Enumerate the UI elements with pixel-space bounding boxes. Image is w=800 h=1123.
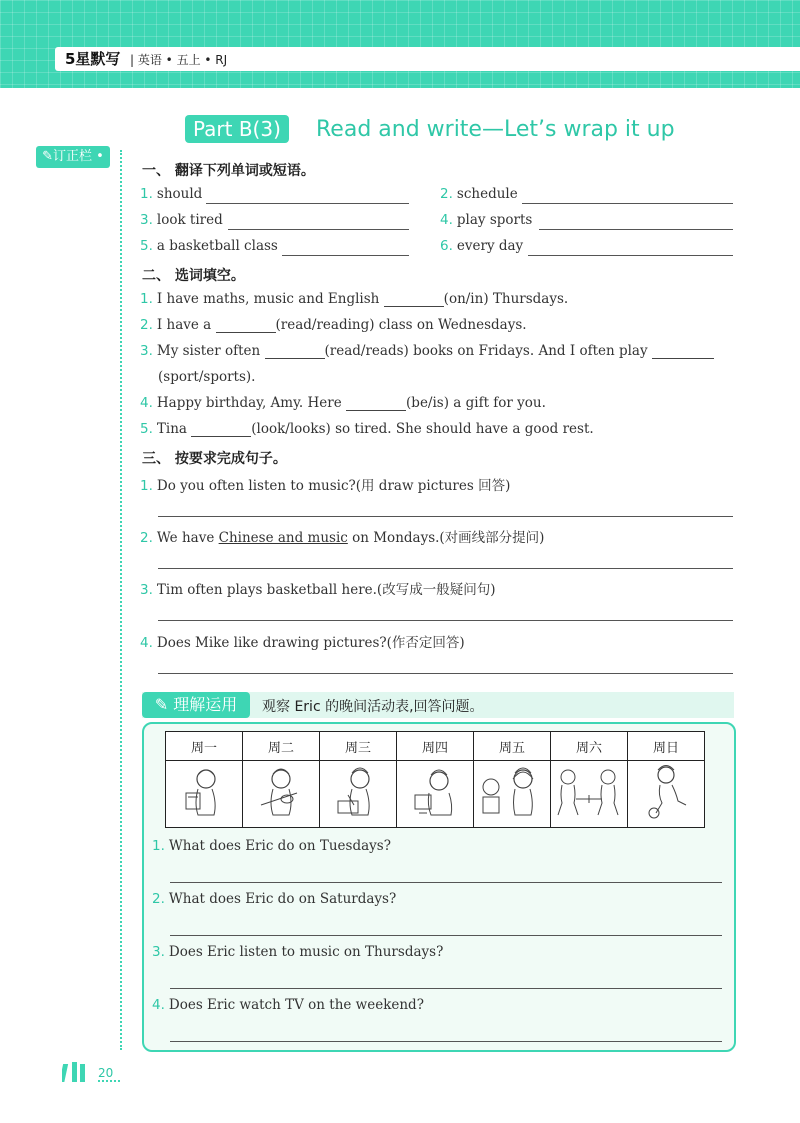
q-item-1: [152, 838, 391, 854]
s3-item-1: [140, 474, 510, 494]
answer-line[interactable]: [158, 673, 733, 674]
item-number: 2.: [140, 317, 153, 333]
item-number: 2.: [140, 530, 153, 546]
day-cell: 周五: [474, 732, 551, 761]
q-item-2: [152, 891, 396, 907]
item-text: schedule: [456, 186, 518, 202]
answer-line[interactable]: [170, 935, 722, 936]
fill-blank[interactable]: [652, 344, 714, 359]
sentence-start: My sister often: [156, 343, 261, 359]
sentence-start: Happy birthday, Amy. Here: [156, 395, 342, 411]
s2-item-3-cont: (sport/sports).: [158, 369, 256, 385]
day-cell: 周日: [628, 732, 705, 761]
activity-cell: [628, 761, 705, 828]
fill-blank[interactable]: [191, 422, 251, 437]
sentence-end: on Mondays.(对画线部分提问): [352, 530, 545, 546]
answer-blank[interactable]: [528, 255, 733, 256]
item-number: 4.: [440, 212, 453, 228]
answer-line[interactable]: [170, 988, 722, 989]
question-text: What does Eric do on Tuesdays?: [168, 838, 391, 854]
s1-item-5: [140, 238, 278, 254]
sentence-end: (on/in) Thursdays.: [443, 291, 569, 307]
page-number-underline: [98, 1080, 120, 1082]
activity-cell: [474, 761, 551, 828]
item-number: 3.: [152, 944, 165, 960]
item-number: 1.: [152, 838, 165, 854]
sentence-start: I have maths, music and English: [156, 291, 380, 307]
item-number: 5.: [140, 421, 153, 437]
sentence-end: (look/looks) so tired. She should have a good rest.: [251, 421, 594, 437]
s1-item-3: [140, 212, 223, 228]
item-number: 1.: [140, 291, 153, 307]
s2-item-3: [140, 343, 714, 359]
schedule-table: [165, 731, 705, 828]
item-text: should: [156, 186, 203, 202]
page-number: 20: [98, 1066, 114, 1080]
answer-blank[interactable]: [522, 203, 733, 204]
item-text: a basketball class: [156, 238, 278, 254]
item-number: 6.: [440, 238, 453, 254]
item-number: 3.: [140, 582, 153, 598]
football-illustration: [642, 765, 690, 819]
ping-pong-illustration: [554, 765, 624, 819]
s2-item-1: [140, 291, 568, 307]
book-subtitle: | 英语 • 五上 • RJ: [130, 53, 228, 67]
fill-blank[interactable]: [346, 396, 406, 411]
apply-tab: ✎ 理解运用: [142, 692, 250, 718]
item-text: Do you often listen to music?(用 draw pictures 回答): [156, 478, 511, 494]
correction-tab-label: 订正栏: [53, 149, 93, 164]
q-item-3: [152, 944, 443, 960]
s3-item-3: [140, 578, 495, 598]
correction-tab: ✎订正栏 •: [36, 146, 110, 168]
s3-item-4: [140, 631, 465, 651]
item-text: play sports: [456, 212, 533, 228]
section2-heading: 二、 选词填空。: [142, 268, 245, 284]
apply-instruction: 观察 Eric 的晚间活动表,回答问题。: [262, 699, 484, 715]
section1-heading: 一、 翻译下列单词或短语。: [142, 163, 315, 179]
day-cell: 周三: [320, 732, 397, 761]
apply-tab-label: 理解运用: [173, 695, 238, 714]
question-text: What does Eric do on Saturdays?: [168, 891, 397, 907]
answer-blank[interactable]: [206, 203, 409, 204]
fill-blank[interactable]: [216, 318, 276, 333]
fill-blank[interactable]: [384, 292, 444, 307]
s1-item-4: [440, 212, 532, 228]
question-text: Does Eric listen to music on Thursdays?: [168, 944, 444, 960]
answer-line[interactable]: [158, 620, 733, 621]
item-number: 5.: [140, 238, 153, 254]
day-cell: 周六: [551, 732, 628, 761]
sentence-start: Tina: [156, 421, 187, 437]
sentence-end: (read/reads) books on Fridays. And I often play: [324, 343, 648, 359]
fill-blank[interactable]: [265, 344, 325, 359]
s1-item-2: [440, 186, 518, 202]
answer-blank[interactable]: [282, 255, 409, 256]
activity-cell: [243, 761, 320, 828]
item-number: 2.: [152, 891, 165, 907]
music-illustration: [477, 765, 547, 819]
book-stack-icon: [62, 1060, 94, 1082]
answer-line[interactable]: [170, 882, 722, 883]
sentence-end: (read/reading) class on Wednesdays.: [275, 317, 527, 333]
page-title: Read and write—Let’s wrap it up: [316, 117, 675, 142]
item-text: every day: [456, 238, 524, 254]
reading-illustration: [180, 765, 228, 819]
item-number: 2.: [440, 186, 453, 202]
correction-divider: [120, 150, 122, 1050]
s2-item-5: [140, 421, 594, 437]
s3-item-2: [140, 526, 544, 546]
question-text: Does Eric watch TV on the weekend?: [168, 997, 424, 1013]
answer-line[interactable]: [158, 516, 733, 517]
day-cell: 周一: [166, 732, 243, 761]
sentence-end: (be/is) a gift for you.: [406, 395, 546, 411]
drawing-illustration: [334, 765, 382, 819]
item-text: Does Mike like drawing pictures?(作否定回答): [156, 635, 465, 651]
s1-item-6: [440, 238, 523, 254]
q-item-4: [152, 997, 424, 1013]
item-number: 1.: [140, 478, 153, 494]
s1-item-1: [140, 186, 202, 202]
item-text: look tired: [156, 212, 223, 228]
answer-blank[interactable]: [539, 229, 733, 230]
underlined-phrase: Chinese and music: [218, 530, 348, 546]
item-number: 4.: [140, 635, 153, 651]
item-number: 3.: [140, 343, 153, 359]
answer-blank[interactable]: [228, 229, 409, 230]
sentence-start: I have a: [156, 317, 212, 333]
s2-item-2: [140, 317, 527, 333]
sentence-start: We have: [156, 530, 215, 546]
item-number: 4.: [152, 997, 165, 1013]
answer-line[interactable]: [170, 1041, 722, 1042]
tv-illustration: [411, 765, 459, 819]
answer-line[interactable]: [158, 568, 733, 569]
violin-illustration: [257, 765, 305, 819]
item-number: 1.: [140, 186, 153, 202]
day-cell: 周四: [397, 732, 474, 761]
section3-heading: 三、 按要求完成句子。: [142, 451, 287, 467]
activity-cell: [397, 761, 474, 828]
activity-cell: [551, 761, 628, 828]
day-cell: 周二: [243, 732, 320, 761]
header-band: [0, 0, 800, 88]
part-badge: Part B(3): [185, 115, 289, 143]
activity-cell: [320, 761, 397, 828]
book-title: 5星默写: [65, 50, 121, 68]
item-text: Tim often plays basketball here.(改写成一般疑问句): [156, 582, 496, 598]
item-number: 4.: [140, 395, 153, 411]
item-number: 3.: [140, 212, 153, 228]
s2-item-4: [140, 395, 546, 411]
activity-cell: [166, 761, 243, 828]
